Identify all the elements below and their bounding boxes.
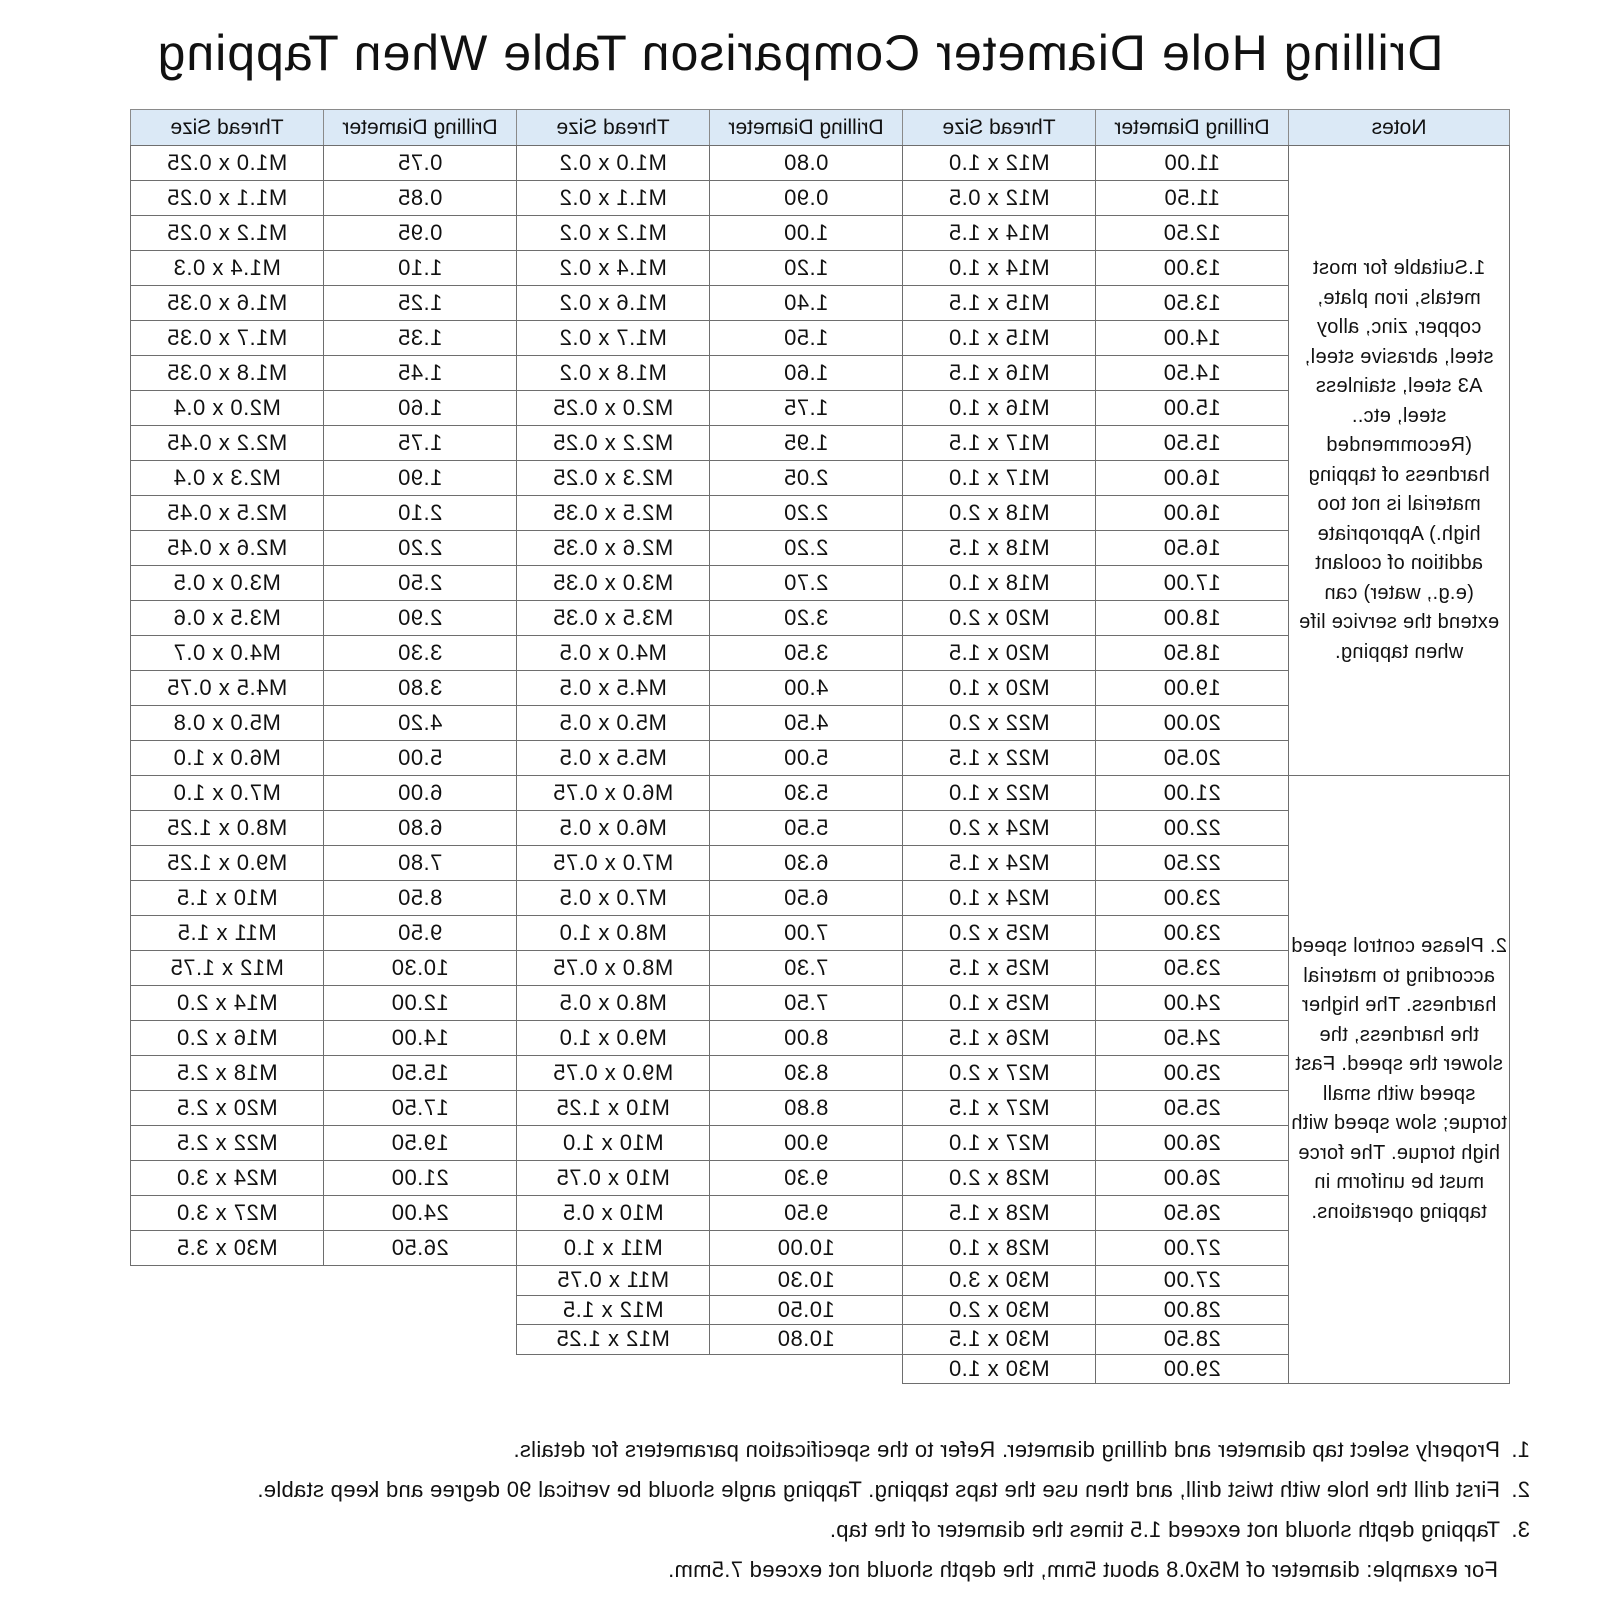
thread-size-cell: M28 x 1.5	[902, 1195, 1096, 1231]
thread-size-cell: M1.8 x 0.35	[130, 355, 324, 391]
drilling-diameter-cell: 28.50	[1095, 1324, 1289, 1355]
drilling-diameter-cell: 4.50	[709, 705, 903, 741]
thread-size-cell: M10 x 1.5	[130, 880, 324, 916]
thread-size-cell: M15 x 1.0	[902, 320, 1096, 356]
thread-size-cell: M7.0 x 0.75	[516, 845, 710, 881]
drilling-diameter-cell: 0.80	[709, 145, 903, 181]
drilling-diameter-cell: 4.00	[709, 670, 903, 706]
thread-size-cell: M11 x 1.5	[130, 915, 324, 951]
drilling-diameter-cell: 25.00	[1095, 1055, 1289, 1091]
drilling-diameter-cell: 26.50	[323, 1230, 517, 1266]
drilling-diameter-cell: 13.50	[1095, 285, 1289, 321]
drilling-diameter-cell: 7.30	[709, 950, 903, 986]
thread-size-cell: M15 x 1.5	[902, 285, 1096, 321]
note-text: 2. Please control speed according to material hardness. The higher the hardness, the slower the speed. Fast speed with small torque; slow speed with high torque. The force must be uniform in tapping operations.	[1291, 935, 1507, 1223]
thread-size-cell: M30 x 1.5	[902, 1324, 1096, 1355]
drilling-diameter-cell: 7.00	[709, 915, 903, 951]
thread-size-cell: M1.1 x 0.2	[516, 180, 710, 216]
thread-size-cell: M8.0 x 1.25	[130, 810, 324, 846]
drilling-diameter-cell: 26.50	[1095, 1195, 1289, 1231]
thread-size-cell: M22 x 1.0	[902, 775, 1096, 811]
thread-size-cell: M26 x 1.5	[902, 1020, 1096, 1056]
thread-size-cell: M20 x 1.5	[902, 635, 1096, 671]
thread-size-cell: M16 x 2.0	[130, 1020, 324, 1056]
thread-size-cell: M27 x 1.5	[902, 1090, 1096, 1126]
footer-line	[50, 1430, 1530, 1470]
drilling-diameter-cell: 3.30	[323, 635, 517, 671]
column-header: Thread Size	[130, 109, 324, 146]
drilling-diameter-cell: 12.50	[1095, 215, 1289, 251]
thread-size-cell: M30 x 1.0	[902, 1354, 1096, 1385]
drilling-diameter-cell: 1.40	[709, 285, 903, 321]
footer-line-text: Tapping depth should not exceed 1.5 times the diameter of the tap.	[829, 1517, 1500, 1542]
thread-size-cell: M10 x 1.25	[516, 1090, 710, 1126]
thread-size-cell: M2.0 x 0.4	[130, 390, 324, 426]
thread-size-cell: M11 x 0.75	[516, 1265, 710, 1296]
drilling-diameter-cell: 8.50	[323, 880, 517, 916]
drilling-diameter-cell: 3.50	[709, 635, 903, 671]
thread-size-cell: M1.7 x 0.35	[130, 320, 324, 356]
thread-size-cell: M18 x 2.0	[902, 495, 1096, 531]
drilling-diameter-cell: 1.95	[709, 425, 903, 461]
thread-size-cell: M11 x 1.0	[516, 1230, 710, 1266]
drilling-diameter-cell: 6.00	[323, 775, 517, 811]
thread-size-cell: M22 x 2.0	[902, 705, 1096, 741]
drilling-diameter-cell: 6.30	[709, 845, 903, 881]
drilling-diameter-cell: 15.50	[323, 1055, 517, 1091]
thread-size-cell: M25 x 1.0	[902, 985, 1096, 1021]
drilling-diameter-cell: 0.75	[323, 145, 517, 181]
drilling-diameter-cell: 1.75	[323, 425, 517, 461]
column-header: Drilling Diameter	[709, 109, 903, 146]
drilling-diameter-cell: 16.00	[1095, 460, 1289, 496]
drilling-diameter-cell: 1.50	[709, 320, 903, 356]
thread-size-cell: M4.0 x 0.7	[130, 635, 324, 671]
drilling-diameter-cell: 13.00	[1095, 250, 1289, 286]
drilling-diameter-cell: 21.00	[323, 1160, 517, 1196]
footer-line	[50, 1470, 1530, 1510]
drilling-diameter-cell: 10.30	[709, 1265, 903, 1296]
drilling-diameter-cell: 3.20	[709, 600, 903, 636]
thread-size-cell: M27 x 3.0	[130, 1195, 324, 1231]
drilling-diameter-cell: 18.00	[1095, 600, 1289, 636]
footer-line-number: 3.	[1511, 1517, 1530, 1542]
thread-size-cell: M10 x 1.0	[516, 1125, 710, 1161]
thread-size-cell: M1.8 x 0.2	[516, 355, 710, 391]
column-header: Drilling Diameter	[323, 109, 517, 146]
thread-size-cell: M18 x 1.0	[902, 565, 1096, 601]
thread-size-cell: M24 x 2.0	[902, 810, 1096, 846]
column-header: Drilling Diameter	[1095, 109, 1289, 146]
thread-size-cell: M8.0 x 0.5	[516, 985, 710, 1021]
drilling-diameter-cell: 25.50	[1095, 1090, 1289, 1126]
drilling-diameter-cell: 4.20	[323, 705, 517, 741]
thread-size-cell: M30 x 2.0	[902, 1295, 1096, 1326]
thread-size-cell: M22 x 2.5	[130, 1125, 324, 1161]
thread-size-cell: M2.3 x 0.25	[516, 460, 710, 496]
drilling-diameter-cell: 2.90	[323, 600, 517, 636]
thread-size-cell: M8.0 x 1.0	[516, 915, 710, 951]
drilling-diameter-cell: 11.00	[1095, 145, 1289, 181]
thread-size-cell: M2.6 x 0.35	[516, 530, 710, 566]
thread-size-cell: M12 x 1.0	[902, 145, 1096, 181]
thread-size-cell: M10 x 0.5	[516, 1195, 710, 1231]
thread-size-cell: M9.0 x 0.75	[516, 1055, 710, 1091]
thread-size-cell: M27 x 2.0	[902, 1055, 1096, 1091]
drilling-diameter-cell: 2.20	[323, 530, 517, 566]
thread-size-cell: M1.6 x 0.2	[516, 285, 710, 321]
drilling-diameter-cell: 0.90	[709, 180, 903, 216]
thread-size-cell: M16 x 1.0	[902, 390, 1096, 426]
thread-size-cell: M3.0 x 0.35	[516, 565, 710, 601]
thread-size-cell: M7.0 x 0.5	[516, 880, 710, 916]
footer-line-number: 2.	[1511, 1477, 1530, 1502]
drilling-diameter-cell: 2.50	[323, 565, 517, 601]
thread-size-cell: M3.0 x 0.5	[130, 565, 324, 601]
drilling-diameter-cell: 1.90	[323, 460, 517, 496]
thread-size-cell: M27 x 1.0	[902, 1125, 1096, 1161]
drilling-diameter-cell: 2.70	[709, 565, 903, 601]
drilling-diameter-cell: 1.35	[323, 320, 517, 356]
page-title: Drilling Hole Diameter Comparison Table When Tapping	[156, 25, 1444, 81]
drilling-diameter-cell: 10.80	[709, 1324, 903, 1355]
thread-size-cell: M2.2 x 0.25	[516, 425, 710, 461]
thread-size-cell: M30 x 3.0	[902, 1265, 1096, 1296]
thread-size-cell: M4.0 x 0.5	[516, 635, 710, 671]
thread-size-cell: M20 x 2.0	[902, 600, 1096, 636]
drilling-diameter-cell: 7.50	[709, 985, 903, 1021]
thread-size-cell: M4.5 x 0.75	[130, 670, 324, 706]
drilling-diameter-cell: 16.50	[1095, 530, 1289, 566]
drilling-diameter-cell: 24.50	[1095, 1020, 1289, 1056]
thread-size-cell: M4.5 x 0.5	[516, 670, 710, 706]
thread-size-cell: M24 x 1.5	[902, 845, 1096, 881]
thread-size-cell: M14 x 1.0	[902, 250, 1096, 286]
drilling-diameter-cell: 2.20	[709, 495, 903, 531]
drilling-diameter-cell: 2.05	[709, 460, 903, 496]
thread-size-cell: M6.0 x 0.75	[516, 775, 710, 811]
drilling-diameter-cell: 8.80	[709, 1090, 903, 1126]
drilling-diameter-cell: 23.50	[1095, 950, 1289, 986]
thread-size-cell: M2.3 x 0.4	[130, 460, 324, 496]
drilling-diameter-cell: 22.50	[1095, 845, 1289, 881]
thread-size-cell: M9.0 x 1.25	[130, 845, 324, 881]
drilling-diameter-cell: 1.60	[323, 390, 517, 426]
drilling-diameter-cell: 19.00	[1095, 670, 1289, 706]
drilling-diameter-cell: 14.00	[323, 1020, 517, 1056]
thread-size-cell: M25 x 2.0	[902, 915, 1096, 951]
footer-line-text: Properly select tap diameter and drilling diameter. Refer to the specification parameters for details.	[513, 1437, 1500, 1462]
drilling-diameter-cell: 12.00	[323, 985, 517, 1021]
drilling-diameter-cell: 6.80	[323, 810, 517, 846]
column-header: Notes	[1288, 109, 1510, 146]
thread-size-cell: M3.5 x 0.35	[516, 600, 710, 636]
drilling-diameter-cell: 5.00	[323, 740, 517, 776]
thread-size-cell: M1.0 x 0.25	[130, 145, 324, 181]
thread-size-cell: M20 x 1.0	[902, 670, 1096, 706]
drilling-diameter-cell: 6.50	[709, 880, 903, 916]
drilling-diameter-cell: 29.00	[1095, 1354, 1289, 1385]
thread-size-cell: M14 x 1.5	[902, 215, 1096, 251]
thread-size-cell: M9.0 x 1.0	[516, 1020, 710, 1056]
thread-size-cell: M1.2 x 0.25	[130, 215, 324, 251]
drilling-diameter-cell: 24.00	[323, 1195, 517, 1231]
drilling-diameter-cell: 9.30	[709, 1160, 903, 1196]
drilling-diameter-cell: 17.50	[323, 1090, 517, 1126]
thread-size-cell: M16 x 1.5	[902, 355, 1096, 391]
thread-size-cell: M30 x 3.5	[130, 1230, 324, 1266]
thread-size-cell: M24 x 1.0	[902, 880, 1096, 916]
drilling-diameter-cell: 10.30	[323, 950, 517, 986]
footer-line-text: For example: diameter of M5x0.8 about 5mm, the depth should not exceed 7.5mm.	[667, 1557, 1498, 1582]
thread-size-cell: M1.7 x 0.2	[516, 320, 710, 356]
drilling-diameter-cell: 1.00	[709, 215, 903, 251]
thread-size-cell: M1.1 x 0.25	[130, 180, 324, 216]
thread-size-cell: M25 x 1.5	[902, 950, 1096, 986]
footer-line-number: 1.	[1511, 1437, 1530, 1462]
thread-size-cell: M6.0 x 0.5	[516, 810, 710, 846]
drilling-diameter-cell: 2.20	[709, 530, 903, 566]
notes-cell	[1288, 775, 1510, 1384]
thread-size-cell: M1.0 x 0.2	[516, 145, 710, 181]
drilling-diameter-cell: 11.50	[1095, 180, 1289, 216]
thread-size-cell: M1.6 x 0.35	[130, 285, 324, 321]
thread-size-cell: M2.5 x 0.35	[516, 495, 710, 531]
thread-size-cell: M28 x 2.0	[902, 1160, 1096, 1196]
drilling-diameter-cell: 5.30	[709, 775, 903, 811]
thread-size-cell: M1.4 x 0.2	[516, 250, 710, 286]
footer-line	[50, 1550, 1530, 1590]
thread-size-cell: M2.6 x 0.45	[130, 530, 324, 566]
drilling-diameter-cell: 23.00	[1095, 880, 1289, 916]
thread-size-cell: M2.2 x 0.45	[130, 425, 324, 461]
drilling-diameter-cell: 27.00	[1095, 1230, 1289, 1266]
drilling-diameter-cell: 17.00	[1095, 565, 1289, 601]
drilling-diameter-cell: 9.00	[709, 1125, 903, 1161]
drilling-diameter-cell: 0.85	[323, 180, 517, 216]
thread-size-cell: M3.5 x 0.6	[130, 600, 324, 636]
thread-size-cell: M18 x 2.5	[130, 1055, 324, 1091]
drilling-diameter-cell: 23.00	[1095, 915, 1289, 951]
drilling-diameter-cell: 1.20	[709, 250, 903, 286]
thread-size-cell: M5.0 x 0.5	[516, 705, 710, 741]
drilling-diameter-cell: 1.60	[709, 355, 903, 391]
thread-size-cell: M7.0 x 1.0	[130, 775, 324, 811]
drilling-diameter-cell: 10.50	[709, 1295, 903, 1326]
comparison-table	[108, 109, 1510, 1408]
thread-size-cell: M1.4 x 0.3	[130, 250, 324, 286]
column-header: Thread Size	[516, 109, 710, 146]
drilling-diameter-cell: 3.80	[323, 670, 517, 706]
drilling-diameter-cell: 7.80	[323, 845, 517, 881]
drilling-diameter-cell: 15.50	[1095, 425, 1289, 461]
thread-size-cell: M2.5 x 0.45	[130, 495, 324, 531]
thread-size-cell: M12 x 1.25	[516, 1324, 710, 1355]
drilling-diameter-cell: 15.00	[1095, 390, 1289, 426]
drilling-diameter-cell: 20.00	[1095, 705, 1289, 741]
drilling-diameter-cell: 9.50	[709, 1195, 903, 1231]
drilling-diameter-cell: 2.10	[323, 495, 517, 531]
thread-size-cell: M12 x 0.5	[902, 180, 1096, 216]
drilling-diameter-cell: 5.00	[709, 740, 903, 776]
thread-size-cell: M8.0 x 0.75	[516, 950, 710, 986]
thread-size-cell: M10 x 0.75	[516, 1160, 710, 1196]
thread-size-cell: M1.2 x 0.2	[516, 215, 710, 251]
drilling-diameter-cell: 1.25	[323, 285, 517, 321]
thread-size-cell: M20 x 2.5	[130, 1090, 324, 1126]
drilling-diameter-cell: 26.00	[1095, 1125, 1289, 1161]
drilling-diameter-cell: 10.00	[709, 1230, 903, 1266]
footer-line-text: First drill the hole with twist drill, and then use the taps tapping. Tapping angle should be vertical 90 degree and keep stable.	[257, 1477, 1500, 1502]
notes-cell	[1288, 145, 1510, 776]
drilling-diameter-cell: 21.00	[1095, 775, 1289, 811]
thread-size-cell: M28 x 1.0	[902, 1230, 1096, 1266]
drilling-diameter-cell: 24.00	[1095, 985, 1289, 1021]
drilling-diameter-cell: 5.50	[709, 810, 903, 846]
drilling-diameter-cell: 22.00	[1095, 810, 1289, 846]
drilling-diameter-cell: 14.00	[1095, 320, 1289, 356]
drilling-diameter-cell: 28.00	[1095, 1295, 1289, 1326]
thread-size-cell: M18 x 1.5	[902, 530, 1096, 566]
thread-size-cell: M12 x 1.5	[516, 1295, 710, 1326]
thread-size-cell: M17 x 1.5	[902, 425, 1096, 461]
thread-size-cell: M5.5 x 0.5	[516, 740, 710, 776]
drilling-diameter-cell: 0.95	[323, 215, 517, 251]
thread-size-cell: M24 x 3.0	[130, 1160, 324, 1196]
drilling-diameter-cell: 1.45	[323, 355, 517, 391]
drilling-diameter-cell: 20.50	[1095, 740, 1289, 776]
drilling-diameter-cell: 8.00	[709, 1020, 903, 1056]
thread-size-cell: M14 x 2.0	[130, 985, 324, 1021]
thread-size-cell: M12 x 1.75	[130, 950, 324, 986]
drilling-diameter-cell: 1.75	[709, 390, 903, 426]
thread-size-cell: M5.0 x 0.8	[130, 705, 324, 741]
footer-instructions	[50, 1430, 1530, 1590]
thread-size-cell: M17 x 1.0	[902, 460, 1096, 496]
drilling-diameter-cell: 9.50	[323, 915, 517, 951]
drilling-diameter-cell: 19.50	[323, 1125, 517, 1161]
drilling-diameter-cell: 27.00	[1095, 1265, 1289, 1296]
footer-line	[50, 1510, 1530, 1550]
thread-size-cell: M6.0 x 1.0	[130, 740, 324, 776]
drilling-diameter-cell: 8.30	[709, 1055, 903, 1091]
drilling-diameter-cell: 1.10	[323, 250, 517, 286]
drilling-diameter-cell: 18.50	[1095, 635, 1289, 671]
thread-size-cell: M2.0 x 0.25	[516, 390, 710, 426]
drilling-diameter-cell: 14.50	[1095, 355, 1289, 391]
column-header: Thread Size	[902, 109, 1096, 146]
note-text: 1.Suitable for most metals, iron plate, copper, zinc, alloy steel, abrasive steel, A3 steel, stainless steel, etc..(Recommended hardness of tapping material is not too high.) Appropriate addition of coolant (e.g., water) can extend the service life when tapping.	[1298, 257, 1500, 663]
drilling-diameter-cell: 26.00	[1095, 1160, 1289, 1196]
drilling-diameter-cell: 16.00	[1095, 495, 1289, 531]
thread-size-cell: M22 x 1.5	[902, 740, 1096, 776]
